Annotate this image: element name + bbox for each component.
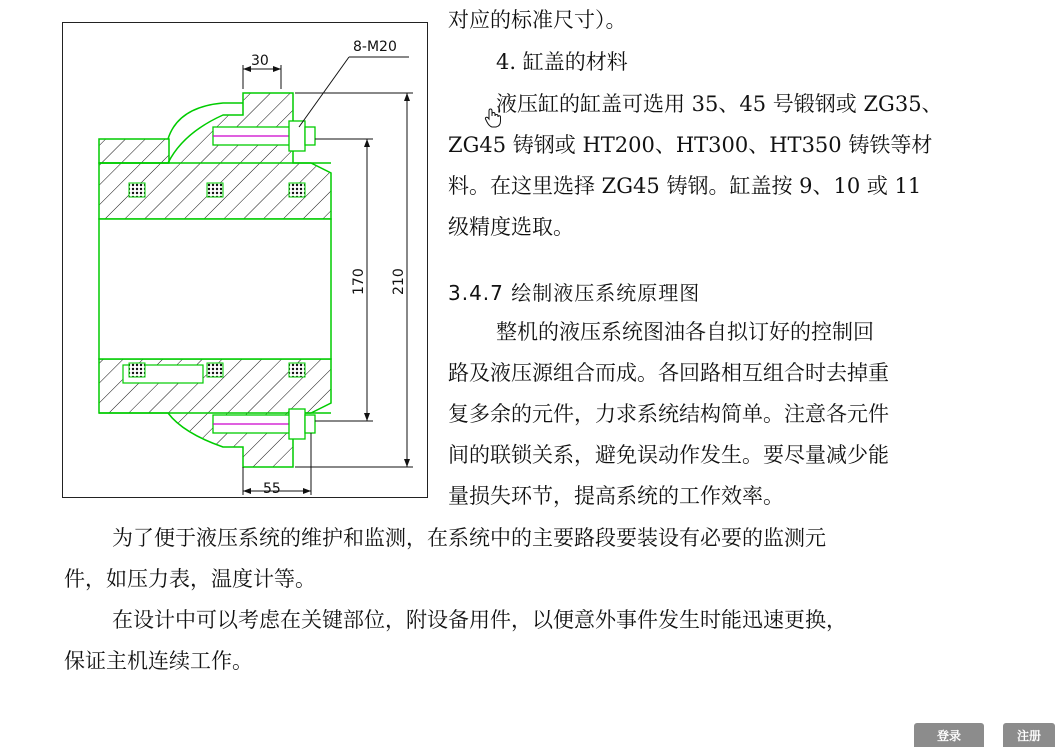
paragraph-line: 为了便于液压系统的维护和监测，在系统中的主要路段要装设有必要的监测元 xyxy=(112,526,826,550)
section4-line: ZG45 铸钢或 HT200、HT300、HT350 铸铁等材 xyxy=(448,133,933,157)
paragraph-line: 在设计中可以考虑在关键部位，附设备用件，以便意外事件发生时能迅速更换， xyxy=(112,608,847,632)
section347-line: 复多余的元件，力求系统结构简单。注意各元件 xyxy=(448,402,889,426)
section4-line: 级精度选取。 xyxy=(448,215,574,239)
dim-bottom-label: 55 xyxy=(263,481,281,497)
cylinder-cover-drawing xyxy=(62,22,428,498)
register-button[interactable]: 注册 xyxy=(1003,723,1055,747)
bolt-spec-label: 8-M20 xyxy=(353,39,397,55)
cylinder-bore xyxy=(99,219,331,359)
section347-line: 间的联锁关系，避免误动作发生。要尽量减少能 xyxy=(448,443,889,467)
section4-line: 液压缸的缸盖可选用 35、45 号锻钢或 ZG35、 xyxy=(496,92,943,116)
top-line-text: 对应的标准尺寸）。 xyxy=(448,8,627,32)
paragraph-line: 保证主机连续工作。 xyxy=(64,649,253,673)
dim-outer-label: 210 xyxy=(391,268,407,295)
section-heading: 3.4.7 绘制液压系统原理图 xyxy=(448,281,701,305)
section4-line: 料。在这里选择 ZG45 铸钢。缸盖按 9、10 或 11 xyxy=(448,174,922,198)
section347-line: 路及液压源组合而成。各回路相互组合时去掉重 xyxy=(448,361,889,385)
drawing-svg xyxy=(63,23,429,499)
cover-top-section xyxy=(99,93,331,219)
section347-line: 整机的液压系统图油各自拟订好的控制回 xyxy=(496,320,874,344)
section347-line: 量损失环节，提高系统的工作效率。 xyxy=(448,484,784,508)
section4-title: 4. 缸盖的材料 xyxy=(496,50,628,74)
dim-inner-label: 170 xyxy=(351,268,367,295)
paragraph-line: 件，如压力表，温度计等。 xyxy=(64,567,316,591)
login-button[interactable]: 登录 xyxy=(914,723,984,747)
hand-cursor-icon xyxy=(484,108,502,132)
dim-top-label: 30 xyxy=(251,53,269,69)
